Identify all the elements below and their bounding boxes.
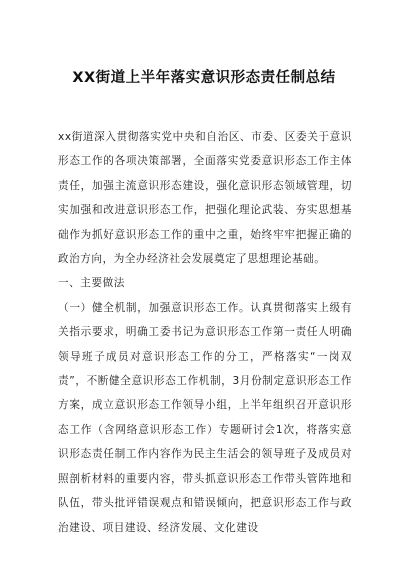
document-body bbox=[58, 125, 352, 540]
subsection-paragraph: （一）健全机制，加强意识形态工作。认真贯彻落实上级有关指示要求，明确工委书记为意识形态工作第一责任人明确领导班子成员对意识形态工作的分工，严格落实“一岗双责”，不断健全意识形态工作机制，3月份制定意识形态工作方案，成立意识形态工作领导小组，上半年组织召开意识形态工作（含网络意识形态工作）专题研讨会1次，将落实意识形态责任制工作内容作为民主生活会的领导班子及成员对照剖析材料的重要内容，带头抓意识形态工作带头管阵地和队伍，带头批评错误观点和错误倾向，把意识形态工作与政治建设、项目建设、经济发展、文化建设 bbox=[58, 301, 352, 534]
section-heading: 一、主要做法 bbox=[58, 277, 125, 290]
document-title: XX街道上半年落实意识形态责任制总结 bbox=[72, 70, 336, 86]
intro-paragraph: xx街道深入贯彻落实党中央和自治区、市委、区委关于意识形态工作的各项决策部署，全面落实党委意识形态工作主体责任，加强主流意识形态建设，强化意识形态领域管理，切实加强和改进意识形态工作，把强化理论武装、夯实思想基础作为抓好意识形态工作的重中之重，始终牢牢把握正确的政治方向，为全办经济社会发展奠定了思想理论基础。 bbox=[58, 131, 352, 266]
